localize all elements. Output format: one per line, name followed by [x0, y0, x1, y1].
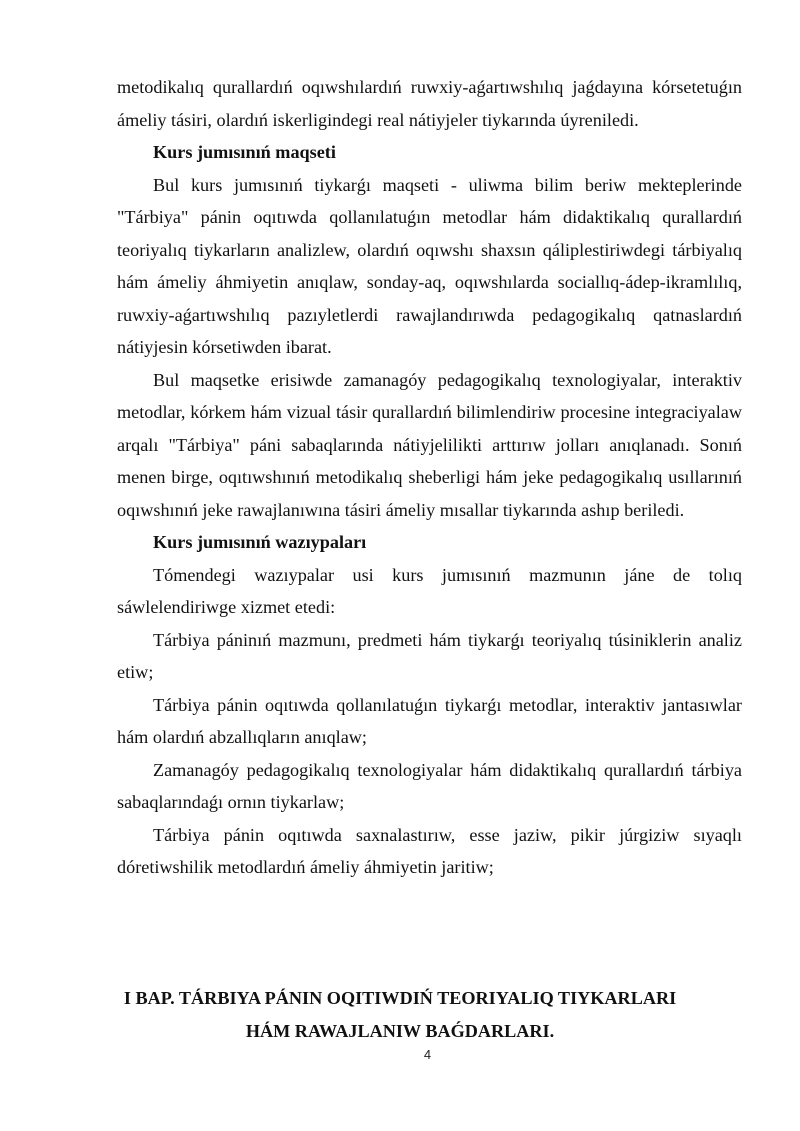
- tasks-heading: Kurs jumısınıń wazıypaları: [153, 532, 367, 552]
- page-body: [117, 71, 742, 884]
- goal-paragraph: Bul kurs jumısınıń tiykarǵı maqseti - uliwma bilim beriw mekteplerinde "Tárbiya" pánin oqıtıwda qollanılatuǵın metodlar hám didaktikalıq qurallardıń teoriyalıq tiykarların analizlew, olardıń oqıwshı shaxsın qáliplestiriwdegi tárbiyalıq hám ámeliy áhmiyetin anıqlaw, sonday-aq, oqıwshılarda sociallıq-ádep-ikramlılıq, ruwxiy-aǵartıwshılıq pazıyletlerdi rawajlandırıwda pedagogikalıq qatnaslardıń nátiyjesin kórsetiwden ibarat.: [117, 174, 742, 357]
- chapter-title: [100, 982, 700, 1048]
- goal-heading: Kurs jumısınıń maqseti: [153, 142, 336, 162]
- chapter-title-line: I BAP. TÁRBIYA PÁNIN OQITIWDIŃ TEORIYALIQ TIYKARLARI: [123, 988, 677, 1008]
- page-number: 4: [423, 1047, 432, 1062]
- intro-paragraph: metodikalıq qurallardıń oqıwshılardıń ruwxiy-aǵartıwshılıq jaǵdayına kórsetetuǵın ámeliy tásiri, olardıń iskerligindegi real nátiyjeler tiykarında úyreniledi.: [117, 77, 742, 130]
- task-item: Tárbiya pánin oqıtıwda saxnalastırıw, esse jaziw, pikir júrgiziw sıyaqlı dóretiwshilik metodlardıń ámeliy áhmiyetin jaritiw;: [117, 824, 742, 877]
- goal-paragraph: Bul maqsetke erisiwde zamanagóy pedagogikalıq texnologiyalar, interaktiv metodlar, kórkem hám vizual tásir qurallardıń bilimlendiriw procesine integraciyalaw arqalı "Tárbiya" páni sabaqlarında nátiyjelilikti arttırıw jolları anıqlanadı. Sonıń menen birge, oqıtıwshınıń metodikalıq sheberligi hám jeke pedagogikalıq usıllarınıń oqıwshınıń jeke rawajlanıwına tásiri ámeliy mısallar tiykarında ashıp beriledi.: [117, 369, 742, 520]
- task-item: Tárbiya páninıń mazmunı, predmeti hám tiykarǵı teoriyalıq túsiniklerin analiz etiw;: [117, 629, 742, 682]
- tasks-intro-paragraph: Tómendegi wazıypalar usi kurs jumısınıń mazmunın jáne de tolıq sáwlelendiriwge xizmet etedi:: [117, 564, 742, 617]
- task-item: Tárbiya pánin oqıtıwda qollanılatuǵın tiykarǵı metodlar, interaktiv jantasıwlar hám olardıń abzallıqların anıqlaw;: [117, 694, 742, 747]
- task-item: Zamanagóy pedagogikalıq texnologiyalar hám didaktikalıq qurallardıń tárbiya sabaqlarındaǵı ornın tiykarlaw;: [117, 759, 742, 812]
- chapter-title-line: HÁM RAWAJLANIW BAǴDARLARI.: [245, 1021, 555, 1041]
